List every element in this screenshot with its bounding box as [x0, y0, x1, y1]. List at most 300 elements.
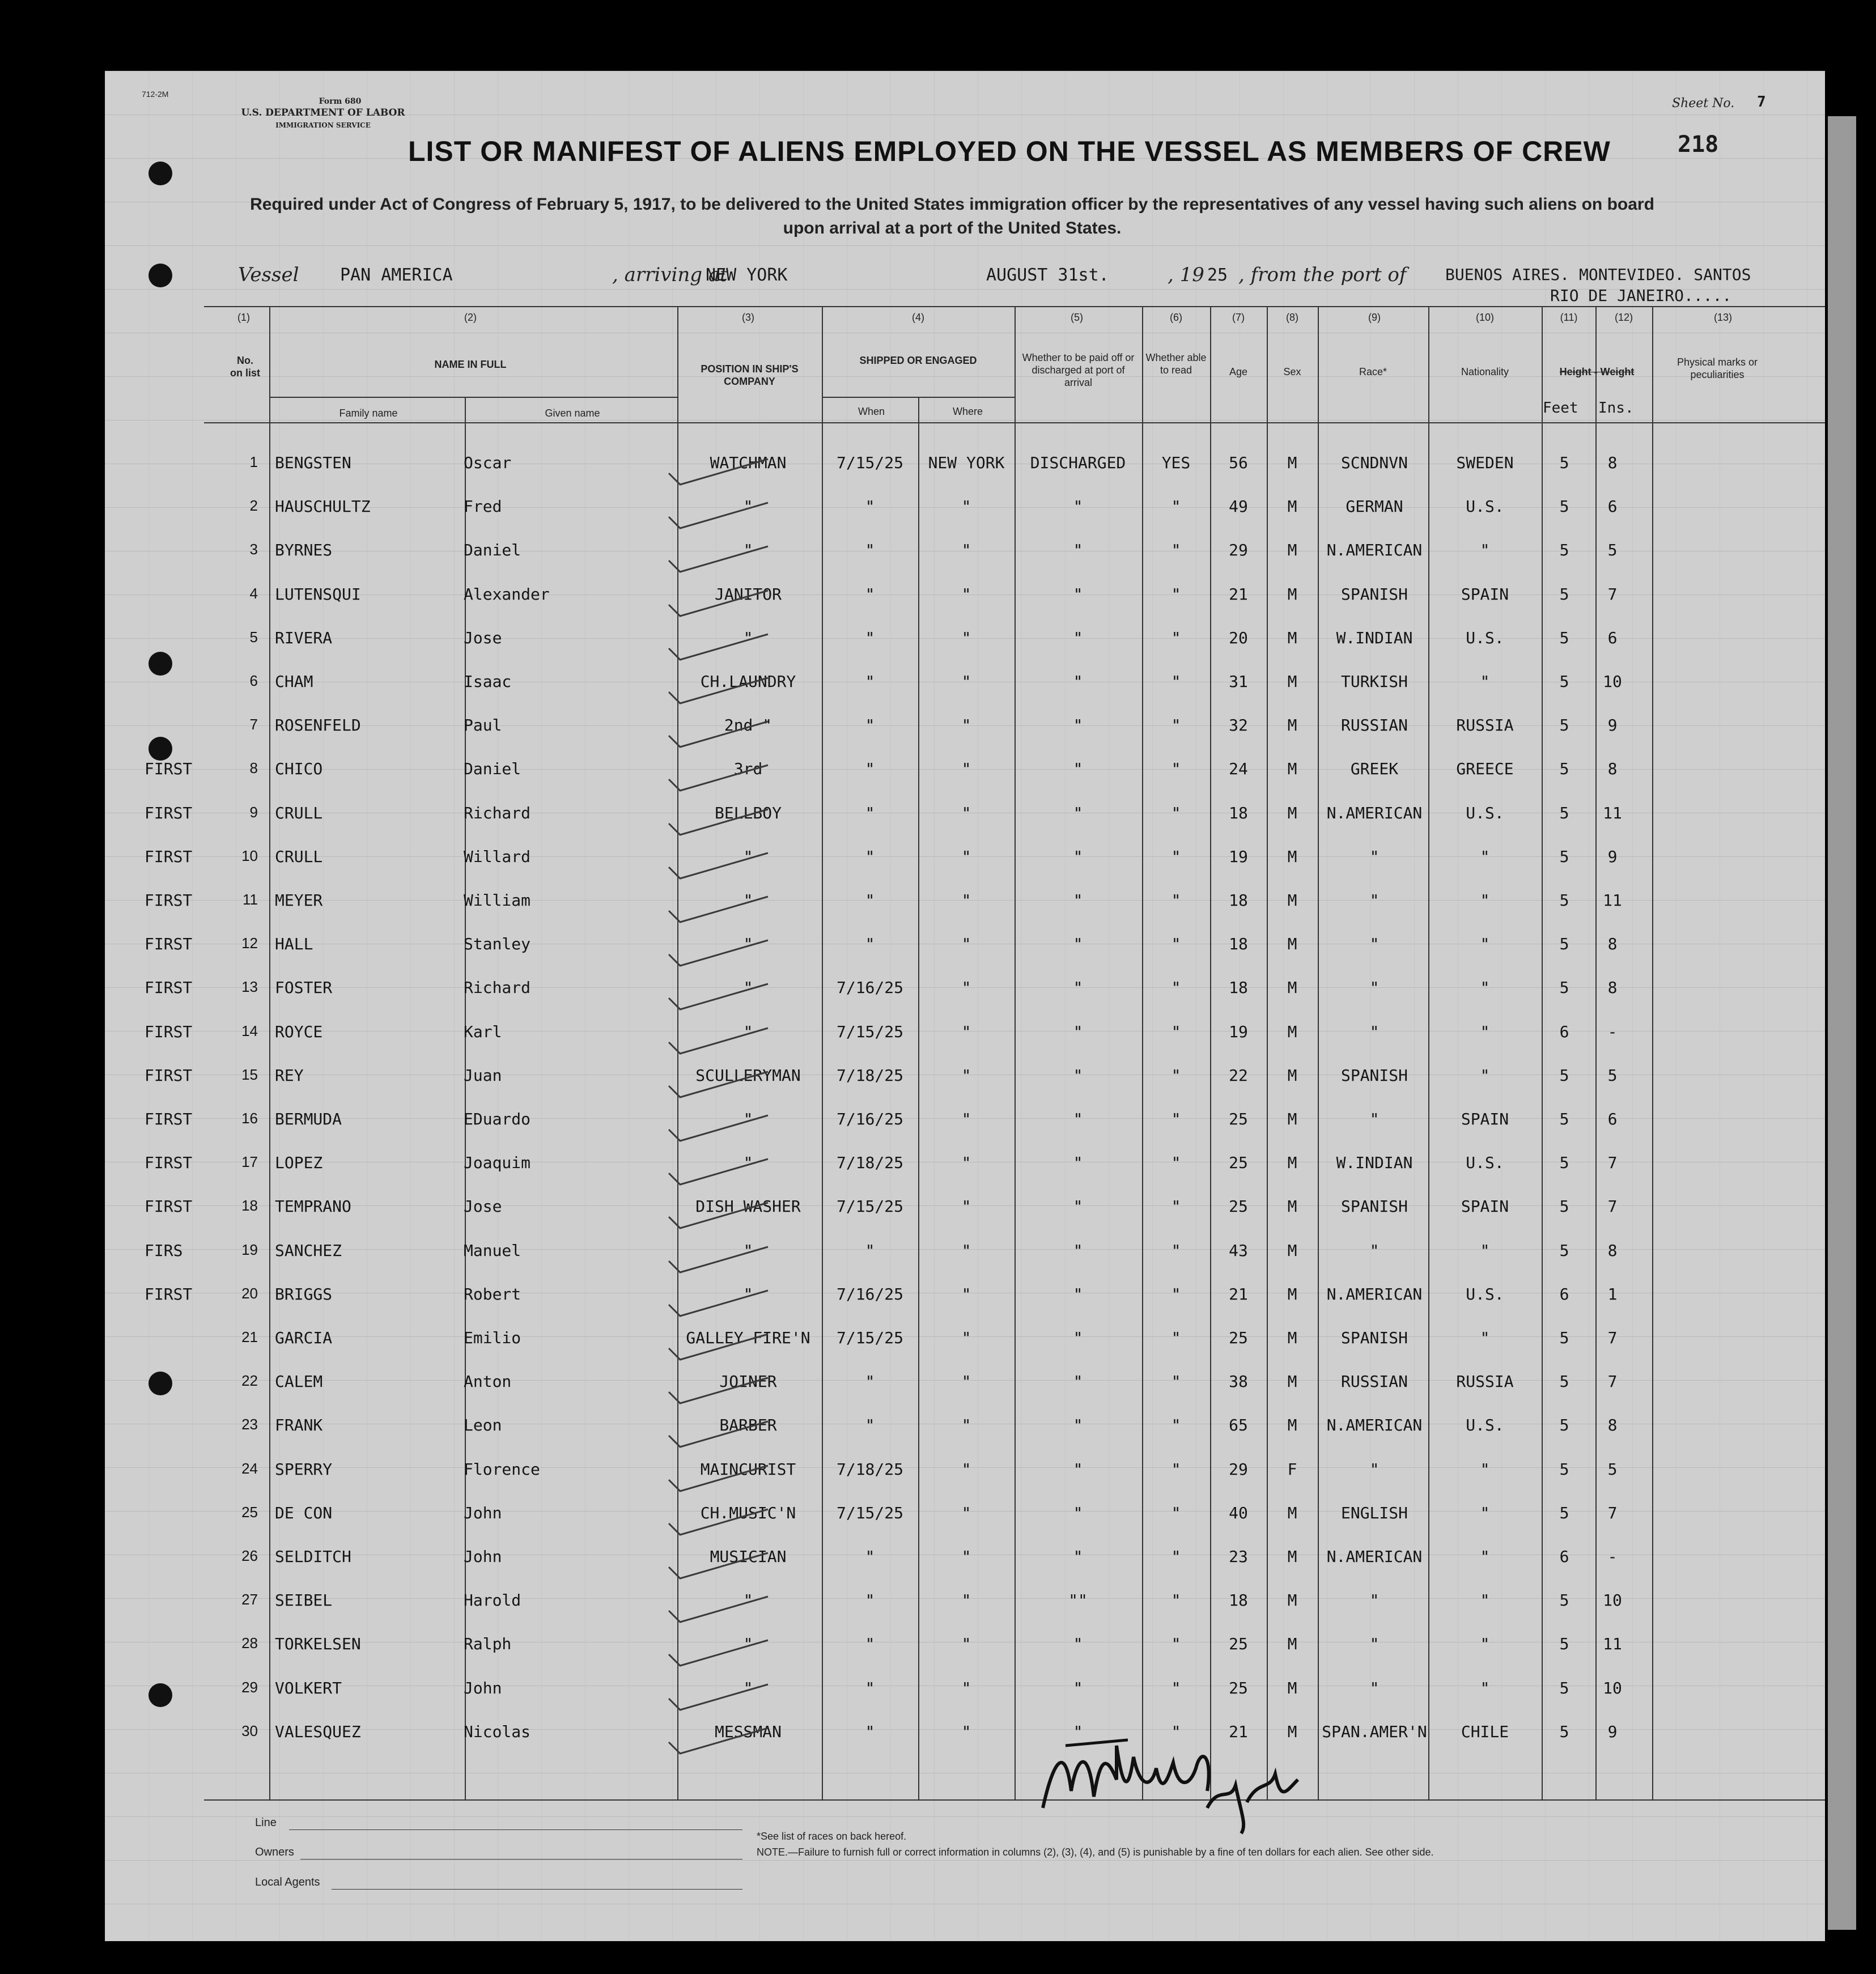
able-to-read: " — [1171, 1110, 1181, 1128]
first-class-mark: FIRST — [145, 1284, 193, 1304]
paid-off-status: " — [1073, 1328, 1083, 1347]
shipped-where: " — [961, 672, 971, 691]
position: " — [743, 1153, 753, 1173]
column-header-able-to-read: Whether able to read — [1145, 352, 1207, 376]
row-number: 4 — [249, 584, 258, 602]
column-header-family-name: Family name — [339, 407, 398, 419]
column-header-when: When — [858, 406, 885, 417]
height-feet: 5 — [1559, 891, 1569, 910]
family-name: FRANK — [275, 1416, 323, 1435]
race: " — [1369, 935, 1380, 954]
able-to-read: YES — [1161, 453, 1191, 472]
row-number: 27 — [241, 1591, 258, 1608]
position: " — [743, 1110, 753, 1128]
height-inches: 11 — [1603, 803, 1622, 822]
race: ENGLISH — [1340, 1503, 1408, 1522]
department-name: U.S. DEPARTMENT OF LABOR — [241, 107, 405, 118]
able-to-read: " — [1171, 1416, 1181, 1435]
position: " — [743, 497, 753, 516]
race: SPANISH — [1340, 584, 1408, 604]
family-name: FOSTER — [275, 978, 333, 997]
given-name: John — [464, 1503, 502, 1522]
height-feet: 5 — [1559, 1197, 1569, 1216]
age: 18 — [1229, 891, 1248, 910]
first-class-mark: FIRS — [145, 1241, 183, 1260]
able-to-read: " — [1171, 1284, 1181, 1304]
shipped-when: " — [865, 759, 875, 779]
able-to-read: " — [1171, 847, 1181, 866]
row-number: 28 — [241, 1635, 258, 1652]
line-label: Line — [255, 1816, 277, 1829]
column-rule — [1267, 306, 1268, 1799]
shipped-where: " — [961, 1722, 971, 1741]
paid-off-status: DISCHARGED — [1030, 453, 1126, 472]
row-number: 23 — [241, 1416, 258, 1433]
age: 21 — [1229, 1284, 1248, 1304]
paid-off-status: " — [1073, 541, 1083, 560]
given-name: Harold — [464, 1591, 521, 1610]
sex: M — [1287, 584, 1297, 604]
check-mark — [666, 1025, 774, 1059]
position: JANITOR — [714, 584, 782, 604]
height-inches: 5 — [1607, 1065, 1618, 1085]
table-bottom-rule — [204, 1799, 1825, 1801]
age: 18 — [1229, 1591, 1248, 1610]
height-feet: 5 — [1559, 541, 1569, 560]
column-header-nationality: Nationality — [1461, 366, 1509, 377]
family-name: BRIGGS — [275, 1284, 333, 1304]
sex: M — [1287, 497, 1297, 516]
height-feet: 5 — [1559, 1372, 1569, 1391]
given-name: EDuardo — [464, 1110, 531, 1128]
shipped-where: " — [961, 1110, 971, 1128]
height-feet: 6 — [1559, 1284, 1569, 1304]
able-to-read: " — [1171, 1241, 1181, 1260]
age: 56 — [1229, 453, 1248, 472]
row-number: 22 — [241, 1372, 258, 1390]
family-name: TEMPRANO — [275, 1197, 351, 1216]
given-name: Ralph — [464, 1635, 512, 1654]
sex: M — [1287, 1416, 1297, 1435]
height-feet: 5 — [1559, 1635, 1569, 1654]
height-inches: 7 — [1607, 1503, 1618, 1522]
check-mark — [666, 1375, 774, 1409]
position: MAINCURIST — [700, 1459, 796, 1479]
column-header-paid-off: Whether to be paid off or discharged at port of arrival — [1022, 352, 1135, 388]
nationality: SPAIN — [1461, 1197, 1509, 1216]
check-mark — [666, 1244, 774, 1278]
sex: M — [1287, 1065, 1297, 1085]
position: BARBER — [719, 1416, 777, 1435]
nationality: " — [1480, 978, 1490, 997]
race: RUSSIAN — [1340, 716, 1408, 735]
able-to-read: " — [1171, 672, 1181, 691]
given-name: John — [464, 1547, 502, 1566]
height-inches: 5 — [1607, 541, 1618, 560]
race: W.INDIAN — [1336, 1153, 1413, 1173]
position: CH.MUSIC'N — [700, 1503, 796, 1522]
nationality: U.S. — [1466, 803, 1504, 822]
local-agents-label: Local Agents — [255, 1876, 320, 1888]
check-mark — [666, 937, 774, 971]
age: 19 — [1229, 1022, 1248, 1041]
check-mark — [666, 806, 774, 840]
position: " — [743, 1284, 753, 1304]
year-label: , 19 — [1168, 264, 1204, 286]
height-inches: 6 — [1607, 628, 1618, 647]
paid-off-status: " — [1073, 803, 1083, 822]
given-name: Oscar — [464, 453, 512, 472]
check-mark — [666, 631, 774, 665]
race: " — [1369, 1678, 1380, 1697]
shipped-where: " — [961, 891, 971, 910]
check-mark — [666, 1506, 774, 1540]
from-port-label: , from the port of — [1238, 264, 1407, 286]
given-name: John — [464, 1678, 502, 1697]
column-rule — [269, 306, 270, 1799]
nationality: CHILE — [1461, 1722, 1509, 1741]
row-number: 11 — [243, 891, 258, 908]
race: " — [1369, 1591, 1380, 1610]
given-name: Willard — [464, 847, 531, 866]
family-name: RIVERA — [275, 628, 333, 647]
sex: M — [1287, 628, 1297, 647]
column-header-name: NAME IN FULL — [434, 359, 507, 370]
shipped-when: " — [865, 1678, 875, 1697]
column-rule — [465, 397, 466, 1799]
row-number: 30 — [241, 1722, 258, 1739]
paid-off-status: " — [1073, 672, 1083, 691]
family-name: CALEM — [275, 1372, 323, 1391]
nationality: " — [1480, 891, 1490, 910]
punch-hole — [148, 737, 172, 761]
paid-off-status: " — [1073, 1547, 1083, 1566]
column-number: (10) — [1475, 312, 1494, 323]
check-mark — [666, 588, 774, 622]
position: " — [743, 1022, 753, 1041]
shipped-where: " — [961, 978, 971, 997]
race: SPANISH — [1340, 1328, 1408, 1347]
column-number: (2) — [464, 312, 477, 323]
sex: M — [1287, 716, 1297, 735]
family-name: LOPEZ — [275, 1153, 323, 1173]
row-number: 7 — [249, 716, 258, 733]
first-class-mark: FIRST — [145, 847, 193, 866]
check-mark — [666, 981, 774, 1015]
able-to-read: " — [1171, 1197, 1181, 1216]
height-inches: 7 — [1607, 1197, 1618, 1216]
vessel-label: Vessel — [238, 264, 299, 286]
nationality: SPAIN — [1461, 584, 1509, 604]
form-number: Form 680 — [319, 97, 362, 106]
row-number: 3 — [249, 541, 258, 558]
height-inches: 6 — [1607, 497, 1618, 516]
age: 32 — [1229, 716, 1248, 735]
height-inches: 11 — [1603, 891, 1622, 910]
sex: M — [1287, 847, 1297, 866]
race: N.AMERICAN — [1326, 803, 1423, 822]
shipped-when: 7/18/25 — [836, 1065, 903, 1085]
check-mark — [666, 1550, 774, 1584]
shipped-when: " — [865, 584, 875, 604]
able-to-read: " — [1171, 1065, 1181, 1085]
row-number: 26 — [241, 1547, 258, 1564]
height-inches: 9 — [1607, 716, 1618, 735]
check-mark — [666, 1725, 774, 1759]
height-inches: 5 — [1607, 1459, 1618, 1479]
shipped-when: 7/18/25 — [836, 1153, 903, 1173]
family-name: SPERRY — [275, 1459, 333, 1479]
column-number: (6) — [1170, 312, 1182, 323]
family-name: VOLKERT — [275, 1678, 342, 1697]
height-inches: 10 — [1603, 1678, 1622, 1697]
paid-off-status: " — [1073, 716, 1083, 735]
check-mark — [666, 719, 774, 753]
age: 18 — [1229, 978, 1248, 997]
age: 18 — [1229, 935, 1248, 954]
height-feet: 5 — [1559, 803, 1569, 822]
column-number: (1) — [237, 312, 250, 323]
race: SPANISH — [1340, 1065, 1408, 1085]
first-class-mark: FIRST — [145, 1110, 193, 1128]
given-name: Daniel — [464, 759, 521, 779]
family-name: BENGSTEN — [275, 453, 351, 472]
age: 25 — [1229, 1110, 1248, 1128]
shipped-when: 7/15/25 — [836, 1328, 903, 1347]
height-feet: 5 — [1559, 1722, 1569, 1741]
shipped-when: 7/15/25 — [836, 1197, 903, 1216]
row-number: 25 — [241, 1503, 258, 1521]
back-page-edge — [1828, 116, 1856, 1930]
shipped-when: " — [865, 1722, 875, 1741]
family-name: ROYCE — [275, 1022, 323, 1041]
shipped-where: NEW YORK — [928, 453, 1005, 472]
shipped-when: 7/15/25 — [836, 1503, 903, 1522]
height-inches: 10 — [1603, 672, 1622, 691]
sex: M — [1287, 1591, 1297, 1610]
family-name: DE CON — [275, 1503, 333, 1522]
given-name: Emilio — [464, 1328, 521, 1347]
race: RUSSIAN — [1340, 1372, 1408, 1391]
column-rule — [1428, 306, 1429, 1799]
name-subheader-rule — [269, 397, 677, 398]
paid-off-status: " — [1073, 1416, 1083, 1435]
race: " — [1369, 1459, 1380, 1479]
paid-off-status: " — [1073, 1197, 1083, 1216]
given-name: Robert — [464, 1284, 521, 1304]
nationality: GREECE — [1456, 759, 1514, 779]
given-name: Fred — [464, 497, 502, 516]
race: " — [1369, 1022, 1380, 1041]
height-feet: 5 — [1559, 497, 1569, 516]
family-name: CHAM — [275, 672, 313, 691]
first-class-mark: FIRST — [145, 1197, 193, 1216]
nationality: " — [1480, 1635, 1490, 1654]
height-inches: 11 — [1603, 1635, 1622, 1654]
family-name: TORKELSEN — [275, 1635, 361, 1654]
paid-off-status: " — [1073, 1065, 1083, 1085]
column-header-physical-marks: Physical marks or peculiarities — [1676, 356, 1758, 380]
nationality: " — [1480, 672, 1490, 691]
position: SCULLERYMAN — [695, 1065, 801, 1085]
nationality: " — [1480, 1591, 1490, 1610]
family-name: SANCHEZ — [275, 1241, 342, 1260]
arrival-date: AUGUST 31st. — [986, 265, 1109, 285]
sex: M — [1287, 1547, 1297, 1566]
position: " — [743, 978, 753, 997]
paid-off-status: " — [1073, 1284, 1083, 1304]
height-inches: 7 — [1607, 1328, 1618, 1347]
paid-off-status: " — [1073, 1153, 1083, 1173]
row-number: 17 — [241, 1153, 258, 1171]
able-to-read: " — [1171, 935, 1181, 954]
row-number: 5 — [249, 628, 258, 646]
departure-ports: BUENOS AIRES. MONTEVIDEO. SANTOS — [1445, 265, 1751, 284]
row-number: 13 — [241, 978, 258, 996]
race: W.INDIAN — [1336, 628, 1413, 647]
row-number: 15 — [241, 1065, 258, 1083]
shipped-when: " — [865, 541, 875, 560]
shipped-where: " — [961, 1065, 971, 1085]
paid-off-status: " — [1073, 1503, 1083, 1522]
height-inches: 6 — [1607, 1110, 1618, 1128]
family-name: VALESQUEZ — [275, 1722, 361, 1741]
given-name: Jose — [464, 628, 502, 647]
check-mark — [666, 1682, 774, 1716]
punch-hole — [148, 264, 172, 287]
sex: M — [1287, 1503, 1297, 1522]
position: " — [743, 891, 753, 910]
height-feet: 5 — [1559, 628, 1569, 647]
nationality: U.S. — [1466, 1416, 1504, 1435]
column-rule — [1015, 306, 1016, 1799]
able-to-read: " — [1171, 628, 1181, 647]
shipped-when: " — [865, 847, 875, 866]
paid-off-status: " — [1073, 497, 1083, 516]
row-number: 21 — [241, 1328, 258, 1345]
shipped-when: " — [865, 935, 875, 954]
nationality: " — [1480, 1678, 1490, 1697]
height-inches: 8 — [1607, 1241, 1618, 1260]
able-to-read: " — [1171, 1547, 1181, 1566]
race: " — [1369, 1635, 1380, 1654]
given-name: Jose — [464, 1197, 502, 1216]
nationality: " — [1480, 1459, 1490, 1479]
nationality: " — [1480, 1065, 1490, 1085]
height-feet: 5 — [1559, 1065, 1569, 1085]
shipped-where: " — [961, 935, 971, 954]
position: " — [743, 847, 753, 866]
height-inches: 8 — [1607, 1416, 1618, 1435]
height-feet: 5 — [1559, 1678, 1569, 1697]
sex: M — [1287, 1022, 1297, 1041]
check-mark — [666, 1069, 774, 1103]
shipped-when: " — [865, 891, 875, 910]
manifest-sheet — [105, 71, 1825, 1941]
column-number: (11) — [1560, 312, 1578, 323]
nationality: " — [1480, 935, 1490, 954]
height-feet: 6 — [1559, 1022, 1569, 1041]
sex: M — [1287, 891, 1297, 910]
shipped-where: " — [961, 584, 971, 604]
shipped-where: " — [961, 1284, 971, 1304]
sex: M — [1287, 1241, 1297, 1260]
shipped-where: " — [961, 1372, 971, 1391]
age: 49 — [1229, 497, 1248, 516]
nationality: " — [1480, 1503, 1490, 1522]
position: GALLEY FIRE'N — [686, 1328, 810, 1347]
shipped-where: " — [961, 803, 971, 822]
arrival-year: 25 — [1207, 265, 1228, 285]
race: N.AMERICAN — [1326, 1284, 1423, 1304]
able-to-read: " — [1171, 891, 1181, 910]
sex: M — [1287, 1722, 1297, 1741]
sex: M — [1287, 453, 1297, 472]
shipped-where: " — [961, 1241, 971, 1260]
row-number: 6 — [249, 672, 258, 689]
race: SCNDNVN — [1340, 453, 1408, 472]
column-rule — [1595, 306, 1597, 1799]
given-name: Richard — [464, 978, 531, 997]
age: 29 — [1229, 541, 1248, 560]
given-name: Alexander — [464, 584, 550, 604]
nationality: SWEDEN — [1456, 453, 1514, 472]
shipped-when: " — [865, 1635, 875, 1654]
age: 25 — [1229, 1197, 1248, 1216]
column-rule — [1542, 306, 1543, 1799]
sex: M — [1287, 1284, 1297, 1304]
height-feet: 5 — [1559, 672, 1569, 691]
sex: M — [1287, 1197, 1297, 1216]
given-name: Stanley — [464, 935, 531, 954]
given-name: Manuel — [464, 1241, 521, 1260]
shipped-where: " — [961, 1459, 971, 1479]
age: 21 — [1229, 584, 1248, 604]
column-number: (13) — [1713, 312, 1732, 323]
age: 20 — [1229, 628, 1248, 647]
column-rule — [1652, 306, 1653, 1799]
owners-rule — [300, 1859, 742, 1860]
paid-off-status: " — [1073, 759, 1083, 779]
position: " — [743, 1678, 753, 1697]
family-name: SEIBEL — [275, 1591, 333, 1610]
height-feet: 5 — [1559, 1459, 1569, 1479]
shipped-when: " — [865, 628, 875, 647]
height-inches: 7 — [1607, 1153, 1618, 1173]
nationality: " — [1480, 1547, 1490, 1566]
height-feet: 5 — [1559, 1591, 1569, 1610]
age: 29 — [1229, 1459, 1248, 1479]
shipped-when: 7/15/25 — [836, 1022, 903, 1041]
column-number: (3) — [742, 312, 754, 323]
shipped-when: " — [865, 1241, 875, 1260]
position: MUSICIAN — [710, 1547, 787, 1566]
race: N.AMERICAN — [1326, 1547, 1423, 1566]
check-mark — [666, 850, 774, 884]
nationality: U.S. — [1466, 1153, 1504, 1173]
age: 25 — [1229, 1153, 1248, 1173]
height-inches: 8 — [1607, 759, 1618, 779]
row-number: 20 — [241, 1284, 258, 1302]
row-number: 18 — [241, 1197, 258, 1215]
shipped-when: 7/18/25 — [836, 1459, 903, 1479]
column-header-where: Where — [952, 406, 983, 417]
able-to-read: " — [1171, 1503, 1181, 1522]
first-class-mark: FIRST — [145, 803, 193, 822]
column-number: (4) — [912, 312, 924, 323]
able-to-read: " — [1171, 1459, 1181, 1479]
sex: M — [1287, 935, 1297, 954]
